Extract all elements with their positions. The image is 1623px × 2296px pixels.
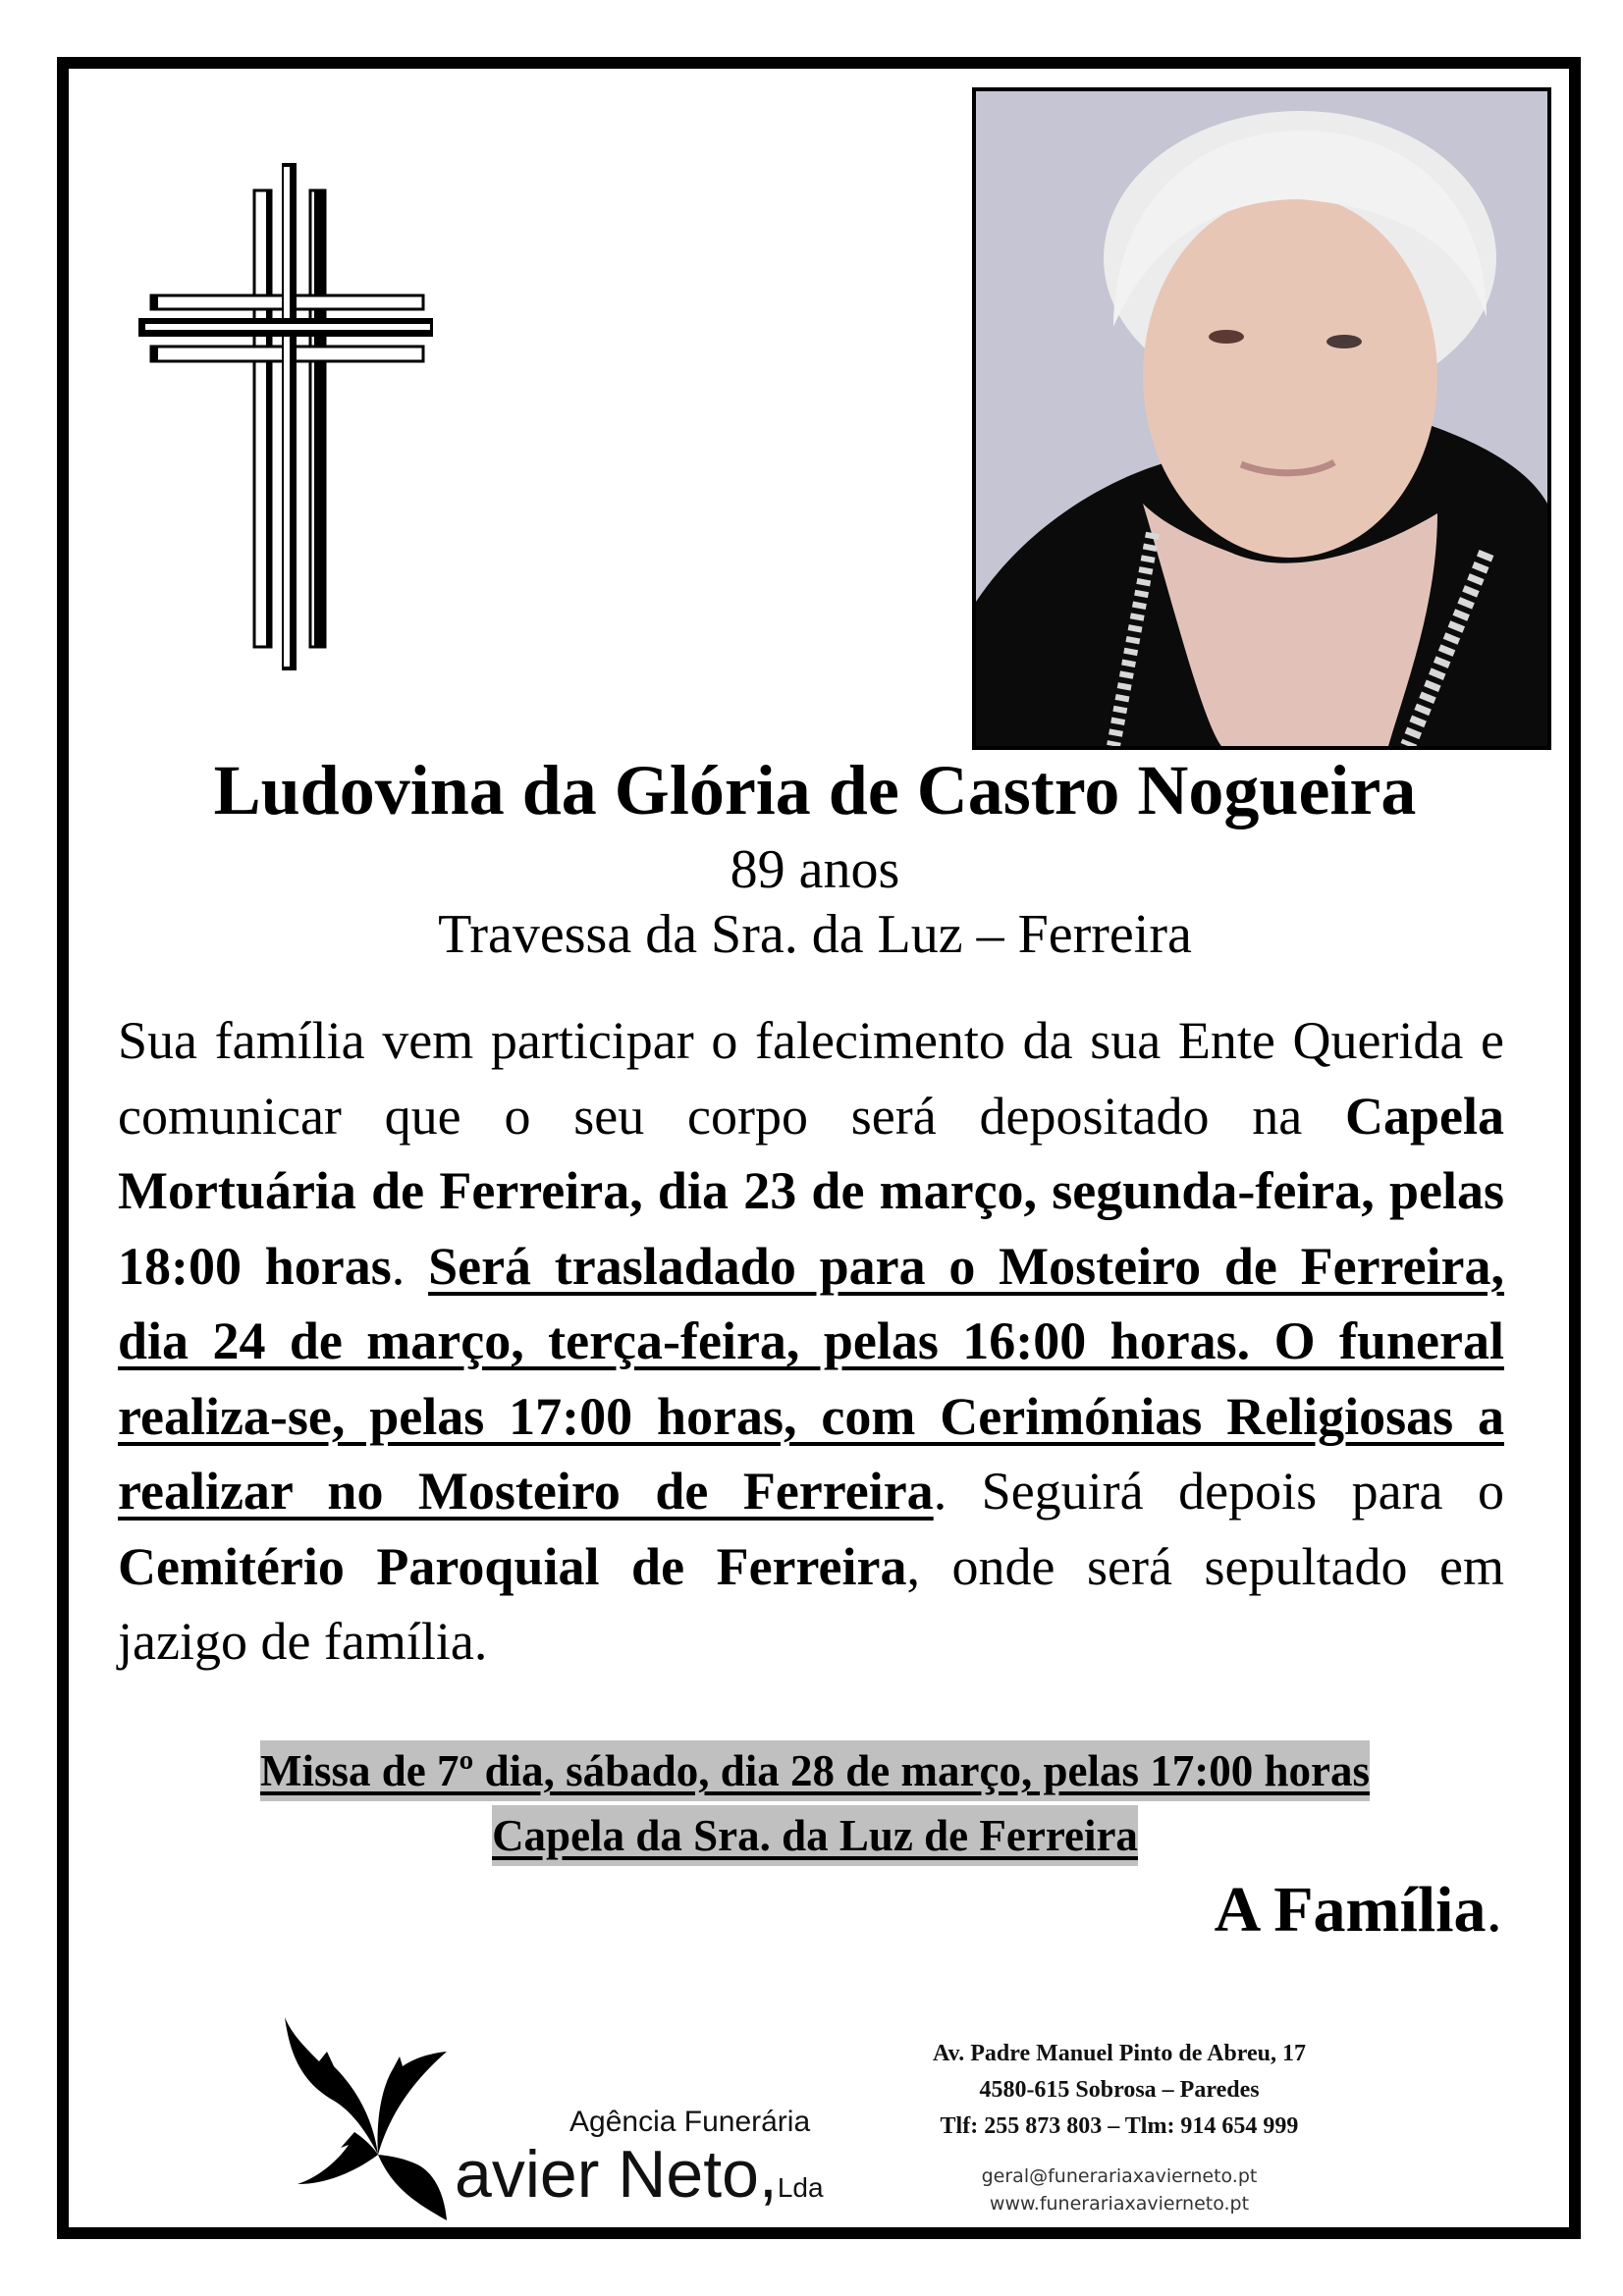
xavier-neto-logo	[280, 2012, 457, 2223]
announcement-paragraph	[118, 1003, 1504, 1680]
body-text-intro: Sua família vem participar o falecimento da sua Ente Querida e comunicar que o seu corpo será depositado na	[118, 1011, 1504, 1146]
agency-address-line2: 4580-615 Sobrosa – Paredes	[979, 2077, 1260, 2103]
portrait-photo	[972, 87, 1551, 750]
body-wake-details: Capela Mortuária de Ferreira, dia 23 de março, segunda-feira, pelas 18:00 horas	[118, 1086, 1504, 1296]
mass-info-line	[79, 1743, 1551, 1798]
agency-website[interactable]: www.funerariaxavierneto.pt	[989, 2193, 1250, 2215]
agency-phones: Tlf: 255 873 803 – Tlm: 914 654 999	[940, 2113, 1299, 2139]
mass-date: Missa de 7º dia, sábado, dia 28 de março, pelas 17:00 horas	[260, 1740, 1370, 1801]
brand-name: avier Neto,	[455, 2137, 778, 2212]
agency-contact	[864, 2036, 1375, 2145]
body-cemetery: Cemitério Paroquial de Ferreira	[118, 1536, 907, 1596]
deceased-address: Travessa da Sra. da Luz – Ferreira	[438, 904, 1192, 965]
signature-period: .	[1486, 1874, 1502, 1946]
body-text-separator: .	[391, 1236, 429, 1296]
signature	[1215, 1871, 1502, 1949]
mass-location-line	[79, 1808, 1551, 1863]
agency-online	[864, 2163, 1375, 2217]
agency-label: Agência Funerária	[569, 2106, 811, 2138]
signature-text: A Família	[1214, 1874, 1487, 1946]
brand-suffix: Lda	[777, 2172, 824, 2203]
agency-address-line1: Av. Padre Manuel Pinto de Abreu, 17	[932, 2041, 1306, 2066]
agency-brand-name	[455, 2135, 824, 2227]
deceased-name: Ludovina da Glória de Castro Nogueira	[213, 751, 1417, 829]
body-text-closing: , onde será sepultado em jazigo de família.	[118, 1536, 1505, 1671]
deceased-age: 89 anos	[730, 839, 900, 900]
body-funeral-details: Será trasladado para o Mosteiro de Ferreira, dia 24 de março, terça-feira, pelas 16:00 horas. O funeral realiza-se, pelas 17:00 horas, com Cerimónias Religiosas a realizar no Mosteiro de Ferreira	[118, 1236, 1505, 1521]
mass-location: Capela da Sra. da Luz de Ferreira	[492, 1805, 1138, 1866]
body-text-transition: . Seguirá depois para o	[933, 1462, 1504, 1521]
agency-email[interactable]: geral@funerariaxavierneto.pt	[981, 2165, 1258, 2187]
